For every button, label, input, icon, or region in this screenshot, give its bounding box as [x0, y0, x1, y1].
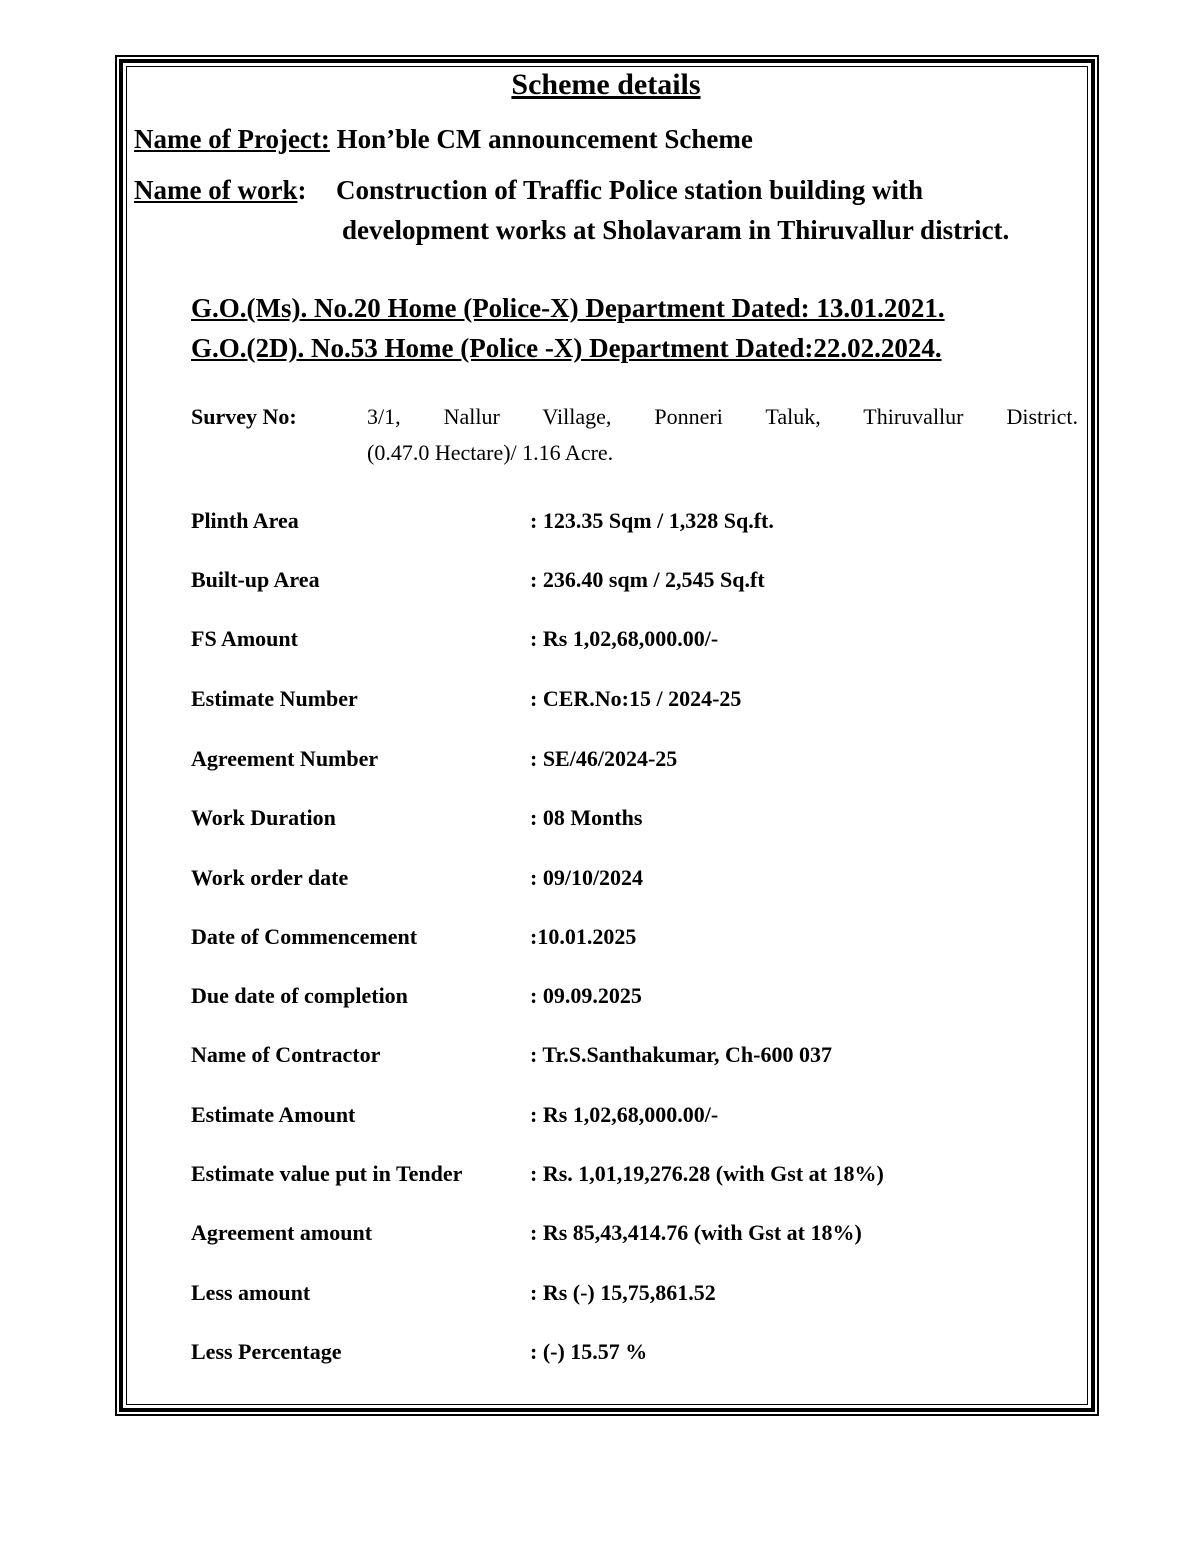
- detail-label-agreement-number: Agreement Number: [191, 746, 379, 771]
- detail-value-agreement-number: : SE/46/2024-25: [530, 746, 678, 771]
- detail-label-plinth-area: Plinth Area: [191, 508, 299, 533]
- detail-value-fs-amount: : Rs 1,02,68,000.00/-: [530, 626, 719, 651]
- detail-label-estimate-amount: Estimate Amount: [191, 1102, 356, 1127]
- page-border-inner: [126, 66, 1088, 1405]
- detail-label-name-of-contractor: Name of Contractor: [191, 1042, 381, 1067]
- detail-value-work-order-date: : 09/10/2024: [530, 865, 644, 890]
- detail-value-estimate-amount: : Rs 1,02,68,000.00/-: [530, 1102, 719, 1127]
- page-title: Scheme details: [511, 68, 701, 101]
- work-colon: :: [297, 175, 307, 205]
- detail-label-built-up-area: Built-up Area: [191, 567, 320, 592]
- survey-value-line-1: 3/1, Nallur Village, Ponneri Taluk, Thiruvallur District.: [367, 404, 1078, 429]
- detail-label-estimate-number: Estimate Number: [191, 686, 358, 711]
- go-order-2: G.O.(2D). No.53 Home (Police -X) Department Dated:22.02.2024.: [191, 333, 942, 363]
- project-line: [134, 124, 753, 155]
- detail-value-name-of-contractor: : Tr.S.Santhakumar, Ch-600 037: [530, 1042, 832, 1067]
- project-value: Hon’ble CM announcement Scheme: [336, 124, 753, 154]
- detail-value-built-up-area: : 236.40 sqm / 2,545 Sq.ft: [530, 567, 765, 592]
- detail-label-less-percentage: Less Percentage: [191, 1339, 342, 1364]
- detail-label-estimate-value-put-in-tender: Estimate value put in Tender: [191, 1161, 463, 1186]
- detail-value-due-date-of-completion: : 09.09.2025: [530, 983, 642, 1008]
- detail-value-plinth-area: : 123.35 Sqm / 1,328 Sq.ft.: [530, 508, 774, 533]
- detail-value-less-amount: : Rs (-) 15,75,861.52: [530, 1280, 716, 1305]
- go-order-1: G.O.(Ms). No.20 Home (Police-X) Department Dated: 13.01.2021.: [191, 293, 945, 323]
- detail-label-fs-amount: FS Amount: [191, 626, 298, 651]
- detail-label-less-amount: Less amount: [191, 1280, 311, 1305]
- survey-value-line-2: (0.47.0 Hectare)/ 1.16 Acre.: [367, 440, 614, 465]
- work-value-line-2: development works at Sholavaram in Thiruvallur district.: [342, 215, 1010, 245]
- survey-label: Survey No:: [191, 404, 297, 429]
- detail-label-date-of-commencement: Date of Commencement: [191, 924, 418, 949]
- detail-label-due-date-of-completion: Due date of completion: [191, 983, 408, 1008]
- detail-value-date-of-commencement: :10.01.2025: [530, 924, 637, 949]
- detail-label-work-duration: Work Duration: [191, 805, 336, 830]
- detail-value-work-duration: : 08 Months: [530, 805, 643, 830]
- detail-value-estimate-value-put-in-tender: : Rs. 1,01,19,276.28 (with Gst at 18%): [530, 1161, 884, 1186]
- detail-value-estimate-number: : CER.No:15 / 2024-25: [530, 686, 742, 711]
- detail-value-agreement-amount: : Rs 85,43,414.76 (with Gst at 18%): [530, 1220, 862, 1245]
- detail-label-agreement-amount: Agreement amount: [191, 1220, 373, 1245]
- work-value-line-1: Construction of Traffic Police station building with: [336, 175, 924, 205]
- work-line-1: [134, 175, 306, 206]
- project-label: Name of Project:: [134, 124, 330, 154]
- detail-value-less-percentage: : (-) 15.57 %: [530, 1339, 648, 1364]
- work-label: Name of work: [134, 175, 298, 205]
- detail-label-work-order-date: Work order date: [191, 865, 349, 890]
